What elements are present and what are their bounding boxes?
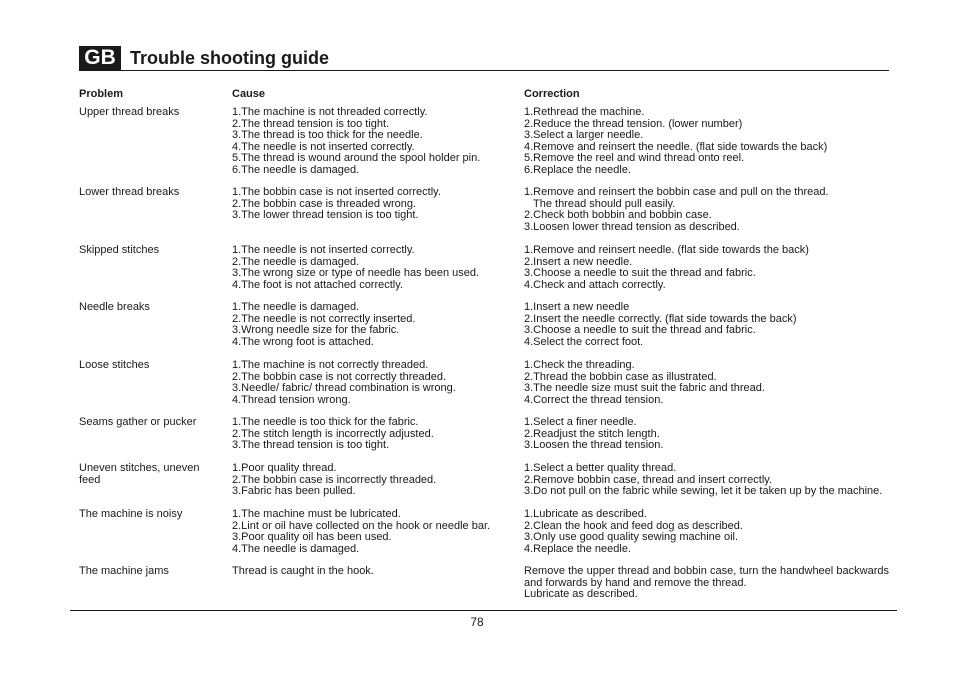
page-title: Trouble shooting guide [130, 48, 329, 68]
cause-line: 2.Lint or oil have collected on the hook or needle bar. [232, 519, 491, 532]
correction-line: 6.Replace the needle. [524, 163, 632, 176]
correction-line: 2.Check both bobbin and bobbin case. [524, 209, 712, 221]
correction-line: 1.Remove and reinsert the bobbin case and pull on the thread. [524, 186, 829, 198]
cause-line: 4.The needle is not inserted correctly. [232, 140, 415, 153]
cause-cell [232, 566, 522, 578]
cause-line: 1.The bobbin case is not inserted correctly. [232, 186, 441, 198]
cause-line: 4.The needle is damaged. [232, 542, 360, 555]
cause-line: 1.The needle is not inserted correctly. [232, 244, 415, 256]
correction-line: 3.Do not pull on the fabric while sewing, let it be taken up by the machine. [524, 485, 883, 497]
correction-line: 2.Remove bobbin case, thread and insert correctly. [524, 473, 773, 486]
cause-line: 2.The needle is damaged. [232, 255, 360, 268]
correction-line: 1.Select a finer needle. [524, 416, 637, 428]
problem-cell [79, 417, 219, 429]
correction-cell [524, 360, 889, 406]
correction-cell [524, 245, 889, 291]
cause-line: 1.The machine is not threaded correctly. [232, 106, 428, 118]
correction-line: 1.Select a better quality thread. [524, 462, 677, 474]
footer-divider [70, 610, 897, 611]
cause-cell [232, 245, 522, 291]
cause-cell [232, 302, 522, 348]
cause-line: 4.The wrong foot is attached. [232, 335, 374, 348]
problem-cell [79, 463, 219, 486]
correction-line: 5.Remove the reel and wind thread onto reel. [524, 152, 745, 164]
problem-cell [79, 360, 219, 372]
correction-line: Remove the upper thread and bobbin case, turn the handwheel backwards and forwards by hand and remove the thread. [524, 565, 889, 589]
correction-line: 4.Select the correct foot. [524, 335, 644, 348]
correction-line: 2.Reduce the thread tension. (lower number) [524, 117, 743, 130]
cause-line: 3.The thread tension is too tight. [232, 439, 390, 451]
correction-cell [524, 187, 889, 233]
page-number: 78 [470, 615, 484, 629]
cause-cell [232, 463, 522, 498]
cause-line: 2.The bobbin case is incorrectly threaded. [232, 473, 437, 486]
problem-cell [79, 107, 219, 119]
cause-cell [232, 509, 522, 555]
column-header-problem: Problem [79, 88, 124, 100]
cause-line: 3.The lower thread tension is too tight. [232, 209, 419, 221]
correction-line: 1.Remove and reinsert needle. (flat side towards the back) [524, 244, 809, 256]
correction-line: 3.Loosen lower thread tension as described. [524, 220, 740, 233]
correction-line: 3.Only use good quality sewing machine oil. [524, 531, 739, 543]
cause-cell [232, 417, 522, 452]
correction-cell [524, 302, 889, 348]
correction-line: 1.Lubricate as described. [524, 508, 647, 520]
problem-line: Lower thread breaks [79, 186, 180, 198]
cause-line: 1.The machine is not correctly threaded. [232, 359, 429, 371]
cause-line: 1.The needle is too thick for the fabric. [232, 416, 419, 428]
cause-line: 2.The needle is not correctly inserted. [232, 312, 416, 325]
column-header-cause: Cause [232, 88, 266, 100]
correction-line: The thread should pull easily. [533, 197, 676, 210]
correction-cell [524, 463, 889, 498]
cause-cell [232, 360, 522, 406]
correction-cell [524, 417, 889, 452]
problem-cell [79, 566, 219, 578]
correction-line: 4.Replace the needle. [524, 542, 632, 555]
cause-line: 2.The stitch length is incorrectly adjusted. [232, 427, 434, 440]
problem-cell [79, 245, 219, 257]
problem-line: The machine jams [79, 565, 169, 577]
cause-line: 2.The bobbin case is not correctly threaded. [232, 370, 447, 383]
section-header [79, 46, 889, 70]
cause-line: 3.Needle/ fabric/ thread combination is wrong. [232, 382, 456, 394]
cause-line: 4.Thread tension wrong. [232, 393, 351, 406]
problem-cell [79, 302, 219, 314]
language-badge: GB [79, 46, 121, 70]
cause-line: 6.The needle is damaged. [232, 163, 360, 176]
correction-cell [524, 107, 889, 176]
correction-line: 3.Choose a needle to suit the thread and fabric. [524, 324, 756, 336]
cause-line: 1.The machine must be lubricated. [232, 508, 401, 520]
cause-line: 5.The thread is wound around the spool holder pin. [232, 152, 481, 164]
cause-line: 3.The thread is too thick for the needle. [232, 129, 423, 141]
cause-line: 2.The thread tension is too tight. [232, 117, 390, 130]
correction-line: 4.Remove and reinsert the needle. (flat side towards the back) [524, 140, 828, 153]
header-divider [79, 70, 889, 71]
problem-cell [79, 509, 219, 521]
cause-line: 3.Poor quality oil has been used. [232, 531, 392, 543]
correction-line: 2.Clean the hook and feed dog as described. [524, 519, 743, 532]
correction-line: 2.Insert the needle correctly. (flat side towards the back) [524, 312, 797, 325]
correction-line: 3.Choose a needle to suit the thread and fabric. [524, 267, 756, 279]
correction-line: 3.Loosen the thread tension. [524, 439, 664, 451]
cause-line: 1.The needle is damaged. [232, 301, 360, 313]
correction-line: Lubricate as described. [524, 588, 638, 600]
problem-line: Upper thread breaks [79, 106, 180, 118]
cause-line: Thread is caught in the hook. [232, 565, 374, 577]
cause-line: 3.The wrong size or type of needle has been used. [232, 267, 480, 279]
problem-line: Needle breaks [79, 301, 150, 313]
problem-line: Uneven stitches, uneven [79, 462, 200, 474]
correction-line: 2.Readjust the stitch length. [524, 427, 660, 440]
problem-line: The machine is noisy [79, 508, 183, 520]
correction-line: 1.Rethread the machine. [524, 106, 645, 118]
correction-line: 3.Select a larger needle. [524, 129, 644, 141]
cause-line: 3.Fabric has been pulled. [232, 485, 356, 497]
correction-line: 4.Check and attach correctly. [524, 278, 666, 291]
correction-line: 2.Thread the bobbin case as illustrated. [524, 370, 717, 383]
problem-cell [79, 187, 219, 199]
correction-line: 1.Insert a new needle [524, 301, 630, 313]
correction-cell [524, 509, 889, 555]
cause-cell [232, 187, 522, 222]
cause-line: 4.The foot is not attached correctly. [232, 278, 403, 291]
correction-line: 3.The needle size must suit the fabric and thread. [524, 382, 765, 394]
cause-line: 3.Wrong needle size for the fabric. [232, 324, 400, 336]
correction-line: 2.Insert a new needle. [524, 255, 633, 268]
problem-line: Seams gather or pucker [79, 416, 197, 428]
cause-line: 2.The bobbin case is threaded wrong. [232, 197, 417, 210]
correction-line: 1.Check the threading. [524, 359, 635, 371]
column-header-correction: Correction [524, 88, 580, 100]
cause-line: 1.Poor quality thread. [232, 462, 337, 474]
problem-line: Loose stitches [79, 359, 150, 371]
correction-cell [524, 566, 889, 601]
correction-line: 4.Correct the thread tension. [524, 393, 664, 406]
cause-cell [232, 107, 522, 176]
problem-line: Skipped stitches [79, 244, 160, 256]
problem-line: feed [79, 473, 101, 486]
